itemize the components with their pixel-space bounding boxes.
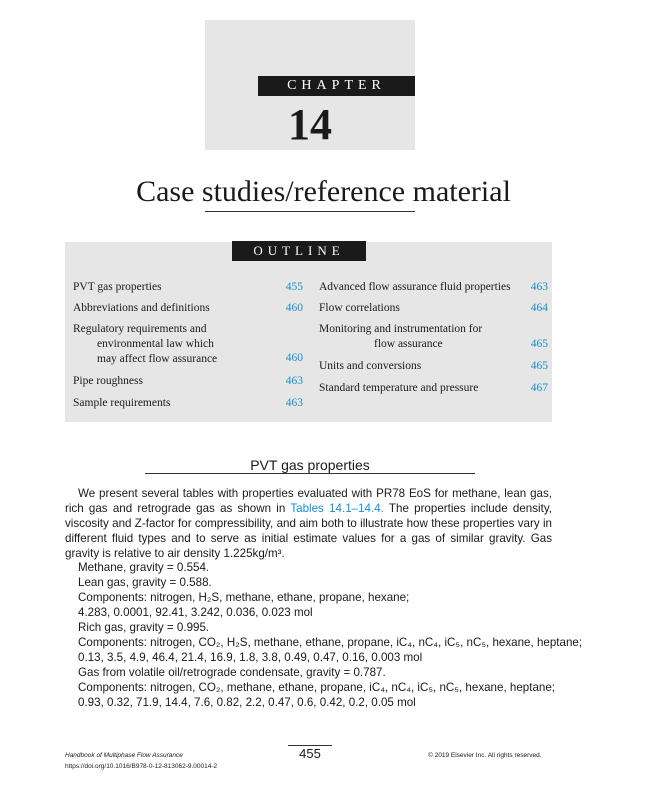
- title-divider: [205, 211, 415, 212]
- text-line: 0.93, 0.32, 71.9, 14.4, 7.6, 0.82, 2.2, 0.47, 0.6, 0.42, 0.2, 0.05 mol: [78, 696, 416, 709]
- outline-item-page[interactable]: 467: [530, 382, 548, 394]
- copyright: © 2019 Elsevier Inc. All rights reserved.: [428, 752, 542, 759]
- outline-item[interactable]: [73, 301, 210, 316]
- outline-item-label: Flow correlations: [319, 302, 400, 314]
- outline-item-page[interactable]: 463: [530, 281, 548, 293]
- outline-item[interactable]: [319, 381, 478, 396]
- text-line: Components: nitrogen, H₂S, methane, ethane, propane, hexane;: [78, 591, 410, 604]
- text-line: Components: nitrogen, CO₂, methane, ethane, propane, iC₄, nC₄, iC₅, nC₅, hexane, heptane;: [78, 681, 556, 694]
- outline-item-label: environmental law which: [97, 338, 214, 350]
- outline-item[interactable]: [319, 301, 400, 316]
- outline-item[interactable]: [73, 322, 217, 367]
- text-line: Lean gas, gravity = 0.588.: [78, 576, 212, 589]
- outline-item-label: Regulatory requirements and: [73, 323, 207, 335]
- outline-item[interactable]: [73, 280, 162, 295]
- outline-item[interactable]: [319, 280, 511, 295]
- outline-item-label: Monitoring and instrumentation for: [319, 323, 483, 335]
- text-line: Rich gas, gravity = 0.995.: [78, 621, 210, 634]
- outline-item-label: Units and conversions: [319, 360, 422, 372]
- outline-item-label: flow assurance: [374, 338, 443, 350]
- text-line: 0.13, 3.5, 4.9, 46.4, 21.4, 16.9, 1.8, 3.8, 0.49, 0.47, 0.16, 0.003 mol: [78, 651, 423, 664]
- outline-item[interactable]: [73, 374, 143, 389]
- paragraph-text: We present several tables with properties evaluated with PR78 EoS for methane, lean gas, rich gas and retrograde gas as shown in: [65, 487, 552, 515]
- outline-item-page[interactable]: 463: [285, 397, 303, 409]
- section-divider: [145, 473, 475, 474]
- outline-item[interactable]: [73, 396, 170, 411]
- outline-item-label: PVT gas properties: [73, 281, 162, 293]
- doi-link[interactable]: https://doi.org/10.1016/B978-0-12-813062-9.00014-2: [65, 763, 218, 770]
- chapter-label: CHAPTER: [258, 76, 415, 96]
- book-title: Handbook of Multiphase Flow Assurance: [65, 752, 183, 759]
- outline-item-page[interactable]: 455: [285, 281, 303, 293]
- paragraph-text: The properties include density, viscosity and Z-factor for compressibility, and aim both to illustrate how these properties vary in different fluid types and to serve as initial estimate values for a gas of similar gravity. Gas gravity is relative to air density 1.225kg/m³.: [65, 502, 552, 560]
- section-heading: PVT gas properties: [250, 457, 370, 473]
- outline-item-label: Sample requirements: [73, 397, 171, 409]
- chapter-number: 14: [288, 100, 332, 149]
- text-line: 4.283, 0.0001, 92.41, 3.242, 0.036, 0.023 mol: [78, 606, 313, 619]
- outline-item-label: Pipe roughness: [73, 375, 143, 387]
- outline-item-page[interactable]: 464: [530, 302, 548, 314]
- outline-item-label: may affect flow assurance: [97, 353, 218, 365]
- outline-item-label: Advanced flow assurance fluid properties: [319, 281, 511, 293]
- outline-item-label: Abbreviations and definitions: [73, 302, 210, 314]
- outline-item-label: Standard temperature and pressure: [319, 382, 479, 394]
- outline-item[interactable]: [319, 322, 482, 352]
- text-line: Methane, gravity = 0.554.: [78, 561, 210, 574]
- outline-item-page[interactable]: 465: [530, 360, 548, 372]
- text-line: Components: nitrogen, CO₂, H₂S, methane, ethane, propane, iC₄, nC₄, iC₅, nC₅, hexane, heptane;: [78, 636, 583, 649]
- outline-item-page[interactable]: 460: [285, 302, 303, 314]
- body-paragraph: [65, 486, 552, 561]
- outline-item[interactable]: [319, 359, 421, 374]
- outline-item-page[interactable]: 460: [285, 352, 303, 364]
- outline-item-page[interactable]: 463: [285, 375, 303, 387]
- chapter-title: Case studies/reference material: [136, 175, 511, 208]
- tables-link[interactable]: Tables 14.1–14.4.: [290, 502, 384, 515]
- outline-item-page[interactable]: 465: [530, 338, 548, 350]
- text-line: Gas from volatile oil/retrograde condensate, gravity = 0.787.: [78, 666, 386, 679]
- page-number: 455: [299, 746, 321, 761]
- outline-label: OUTLINE: [232, 241, 366, 261]
